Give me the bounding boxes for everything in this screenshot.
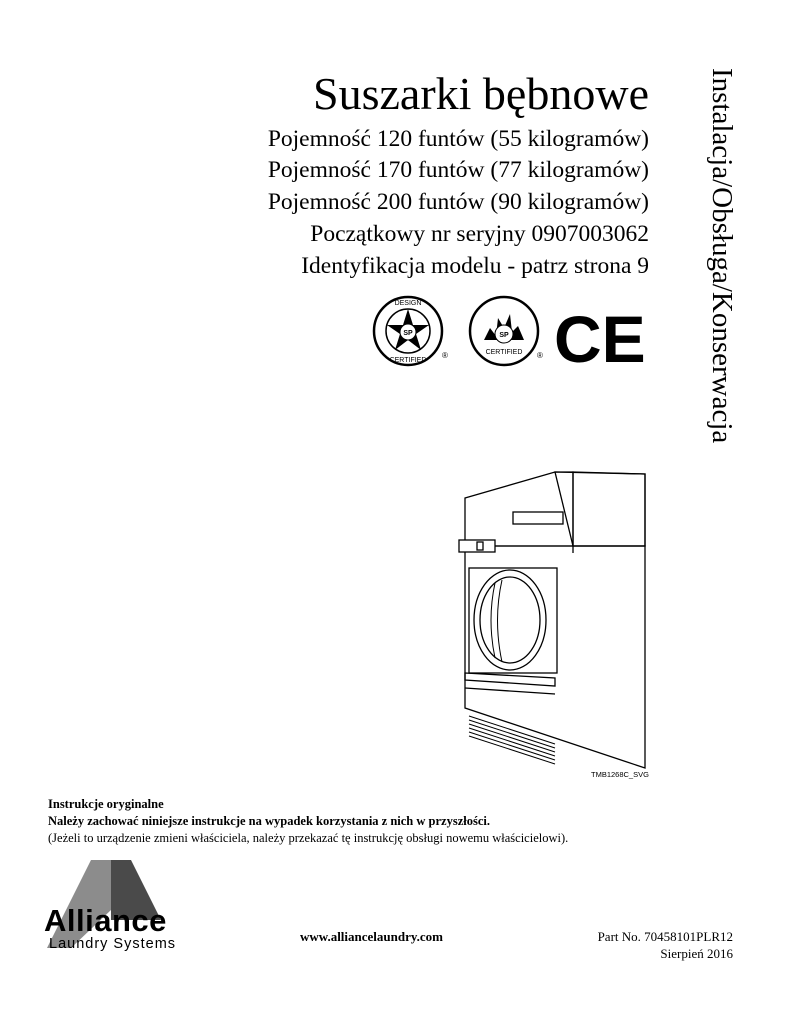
ce-mark-logo: CE — [554, 302, 646, 376]
capacity-line-200: Pojemność 200 funtów (90 kilogramów) — [267, 189, 649, 215]
svg-text:SP: SP — [403, 330, 413, 337]
part-number: Part No. 70458101PLR12 — [597, 929, 733, 944]
figure-code: TMB1268C_SVG — [591, 770, 649, 779]
csa-design-label: DESIGN — [394, 300, 422, 307]
registered-mark: ® — [442, 351, 448, 360]
publication-date: Sierpień 2016 — [660, 946, 733, 961]
part-info — [598, 928, 733, 962]
svg-text:SP: SP — [499, 332, 509, 339]
certification-logos — [366, 292, 652, 376]
registered-mark-2: ® — [537, 351, 543, 360]
instructions-notes — [48, 796, 568, 847]
capacity-line-170: Pojemność 170 funtów (77 kilogramów) — [267, 157, 649, 183]
brand-name: Alliance — [44, 903, 167, 938]
notes-keep-instructions: Należy zachować niniejsze instrukcje na wypadek korzystania z nich w przyszłości. — [48, 814, 490, 828]
csa-flame-certified-logo — [470, 297, 543, 365]
serial-number-line: Początkowy nr seryjny 0907003062 — [310, 221, 649, 247]
tumble-dryer-illustration — [455, 468, 665, 774]
capacity-line-120: Pojemność 120 funtów (55 kilogramów) — [267, 126, 649, 152]
csa-flame-certified-label: CERTIFIED — [485, 349, 523, 356]
website-link[interactable]: www.alliancelaundry.com — [300, 929, 444, 944]
csa-design-certified-logo — [374, 297, 448, 365]
side-title: Instalacja/Obsługa/Konserwacja — [706, 68, 738, 444]
document-title: Suszarki bębnowe — [313, 68, 649, 119]
brand-subtitle: Laundry Systems — [49, 936, 177, 952]
notes-heading: Instrukcje oryginalne — [48, 797, 164, 811]
csa-certified-label: CERTIFIED — [389, 357, 427, 364]
notes-ownership-transfer: (Jeżeli to urządzenie zmieni właściciela, należy przekazać tę instrukcję obsługi nowemu właścicielowi). — [48, 831, 569, 845]
model-id-line: Identyfikacja modelu - patrz strona 9 — [301, 253, 649, 279]
